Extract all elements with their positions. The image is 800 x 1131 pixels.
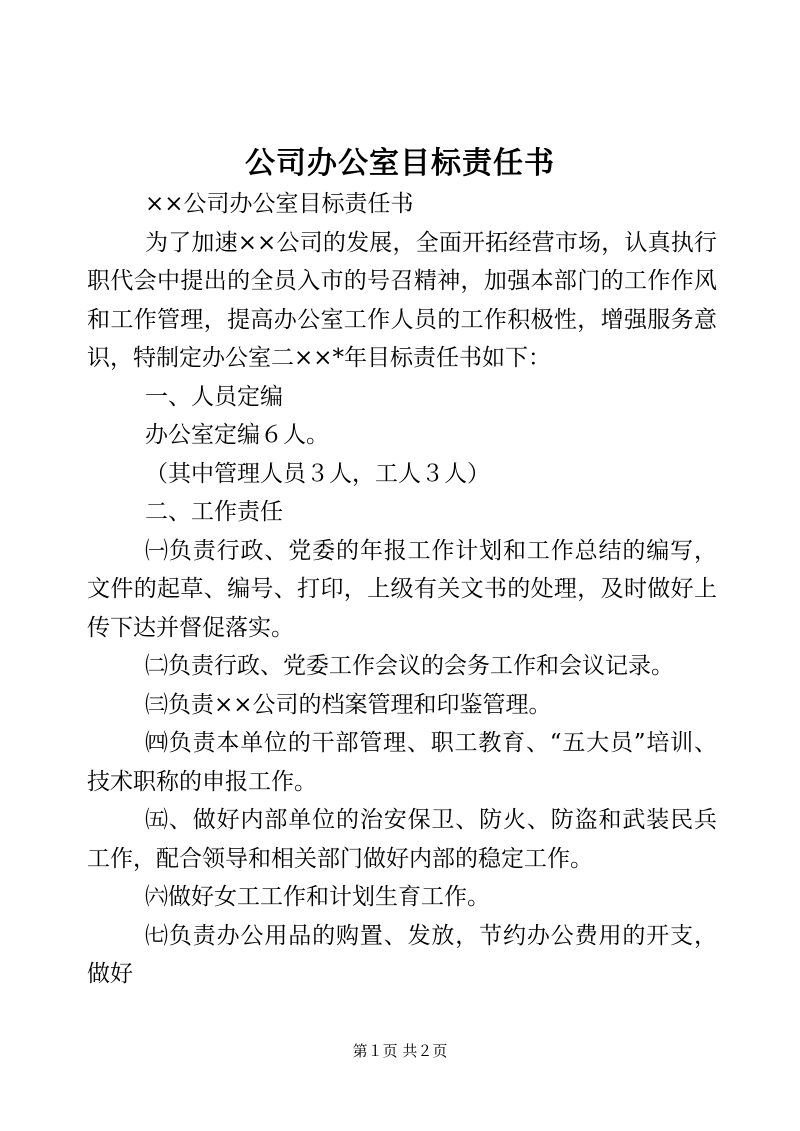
responsibility-item-3: ㈢负责××公司的档案管理和印鉴管理。 [145,691,552,718]
responsibility-item-6: ㈥做好女工工作和计划生育工作。 [145,884,490,910]
document-body [87,185,717,994]
section-heading-responsibilities: 二、工作责任 [145,499,283,525]
page-footer: 第１页 共２页 [352,1042,448,1060]
section-heading-staffing: 一、人员定编 [145,383,283,410]
paragraph-staff-count: 办公室定编６人。 [145,422,329,448]
responsibility-item-1: ㈠负责行政、党委的年报工作计划和工作总结的编写，文件的起草、编号、打印，上级有关文书的处理，及时做好上传下达并督促落实。 [87,537,717,641]
responsibility-item-2: ㈡负责行政、党委工作会议的会务工作和会议记录。 [145,653,674,679]
responsibility-item-7: ㈦负责办公用品的购置、发放，节约办公费用的开支，做好 [87,922,717,987]
paragraph-staff-breakdown: （其中管理人员３人，工人３人） [145,460,490,487]
document-title: 公司办公室目标责任书 [245,146,555,181]
responsibility-item-5: ㈤、做好内部单位的治安保卫、防火、防盗和武装民兵工作，配合领导和相关部门做好内部的稳定工作。 [87,807,717,872]
paragraph-subtitle: ××公司办公室目标责任书 [145,191,414,217]
paragraph-intro: 为了加速××公司的发展，全面开拓经营市场，认真执行职代会中提出的全员入市的号召精神，加强本部门的工作作风和工作管理，提高办公室工作人员的工作积极性，增强服务意识，特制定办公室二××*年目标责任书如下： [87,229,717,371]
responsibility-item-4: ㈣负责本单位的干部管理、职工教育、“五大员”培训、技术职称的申报工作。 [87,730,717,795]
